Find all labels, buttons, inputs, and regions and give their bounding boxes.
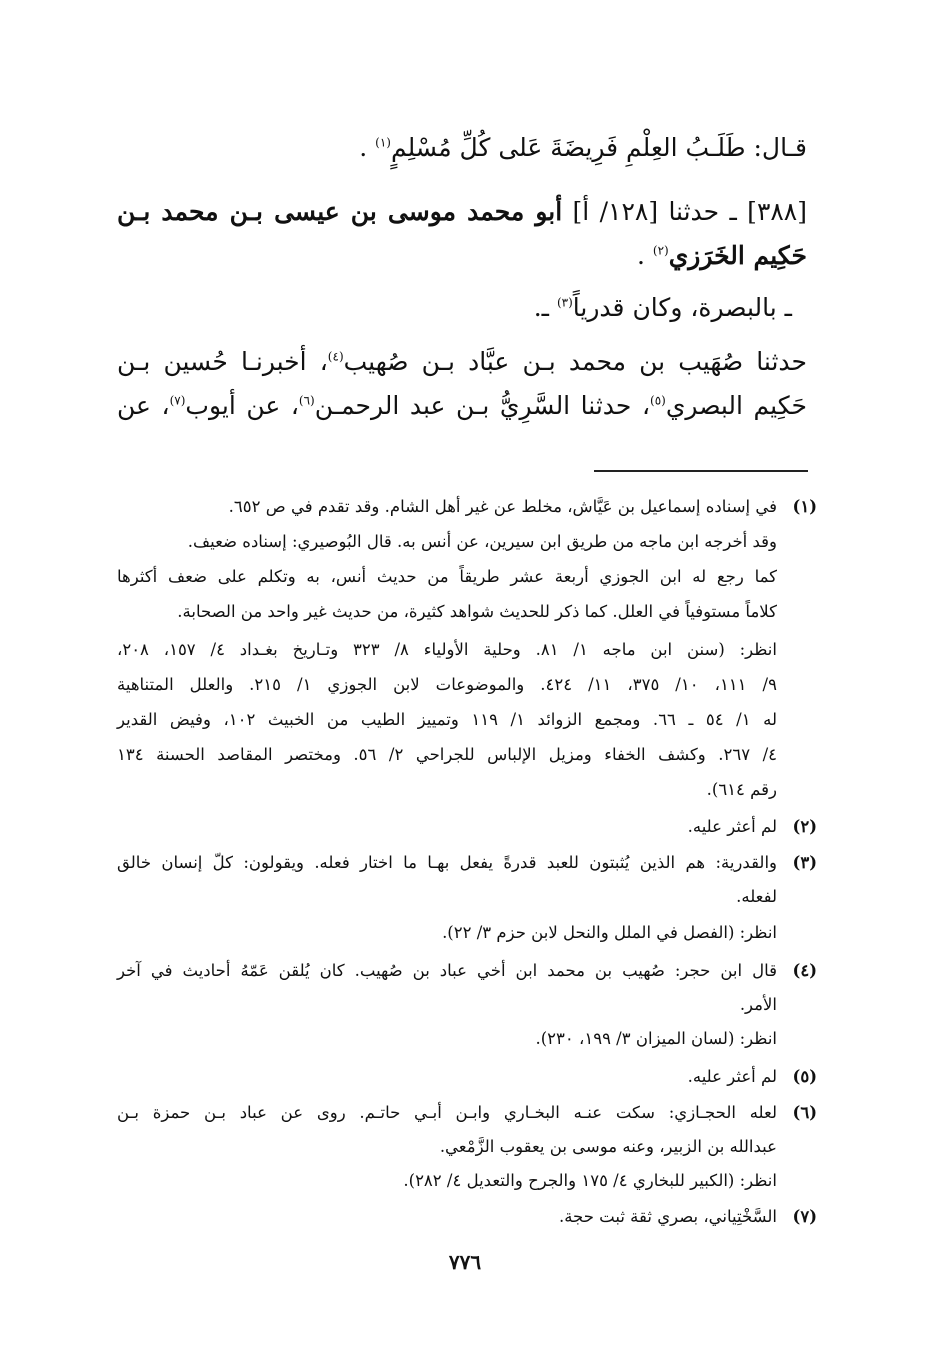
main-text-line-3 <box>117 234 807 278</box>
footnote-text: لم أعثر عليه. <box>687 817 777 836</box>
footnote-text: عبدالله بن الزبير، وعنه موسى بن يعقوب الزَّمْعي. <box>439 1137 777 1156</box>
main-text-line-4 <box>102 286 792 330</box>
footnote-4 <box>117 956 817 985</box>
footnote-number: (١) <box>792 497 817 516</box>
footnote-1-line-8 <box>117 740 777 769</box>
narrator-note: ـ بالبصرة، وكان قدرياً <box>572 293 792 322</box>
footnote-text: انظر: (الكبير للبخاري ٤/ ١٧٥ والجرح والتعديل ٤/ ٢٨٢). <box>403 1171 777 1190</box>
footnote-4-line-3 <box>117 1024 777 1053</box>
footnote-text: انظر: (سنن ابن ماجه ١/ ٨١. وحلية الأولياء ٨/ ٣٢٣ وتـاريخ بغـداد ٤/ ١٥٧، ٢٠٨، <box>117 640 777 659</box>
line-end: . <box>636 241 645 270</box>
main-text-line-5 <box>117 340 807 384</box>
isnad-text: ، حدثنا السَّرِيُّ بـن عبد الرحمـن <box>314 391 651 420</box>
footnote-marker-7[interactable]: (٧) <box>169 393 186 408</box>
footnote-text: الأمر. <box>739 995 777 1014</box>
footnote-text: انظر: (الفصل في الملل والنحل لابن حزم ٣/ ٢٢). <box>442 923 777 942</box>
footnote-text: انظر: (لسان الميزان ٣/ ١٩٩، ٢٣٠). <box>535 1029 777 1048</box>
footnote-3 <box>117 848 817 877</box>
footnote-text: كما رجع له ابن الجوزي أربعة عشر طريقاً من حديث أنس، به وتكلم على ضعف أكثرها <box>117 567 777 586</box>
footnote-3-line-2 <box>117 882 777 911</box>
page-number: ٧٧٦ <box>448 1250 482 1274</box>
footnote-6-line-2 <box>117 1132 777 1161</box>
footnote-marker-4[interactable]: (٤) <box>327 349 344 364</box>
narrator-name-cont: حَكِيم الخَرَزي <box>668 241 807 270</box>
footnote-6-line-3 <box>117 1166 777 1195</box>
main-text-line-1 <box>117 126 807 170</box>
footnote-marker-3[interactable]: (٣) <box>556 295 573 310</box>
footnote-1-line-4 <box>117 597 777 626</box>
footnote-text: السَّخْتِياني، بصري ثقة ثبت حجة. <box>558 1207 777 1226</box>
footnote-1 <box>117 492 817 521</box>
footnote-text: لفعله. <box>736 887 777 906</box>
footnote-text: كلاماً مستوفياً في العلل. كما ذكر للحديث شواهد كثيرة، من حديث غير واحد من الصحابة. <box>177 602 777 621</box>
isnad-text-cont: ، أخبرنـا حُسين بـن <box>117 347 328 376</box>
footnote-text: ٩/ ١١١، ١٠/ ٣٧٥، ١١/ ٤٢٤. والموضوعات لابن الجوزي ١/ ٢١٥. والعلل المتناهية <box>117 675 777 694</box>
isnad-text: حَكِيم البصري <box>665 391 807 420</box>
footnote-5 <box>117 1062 817 1091</box>
footnote-number: (٥) <box>792 1067 817 1086</box>
narrator-name: أبو محمد موسى بن عيسى بـن محمد بـن <box>117 197 563 226</box>
main-text-line-2 <box>117 190 807 234</box>
footnote-marker-2[interactable]: (٢) <box>652 243 669 258</box>
footnote-1-line-3 <box>117 562 777 591</box>
footnote-text: وقد أخرجه ابن ماجه من طريق ابن سيرين، عن أنس به. قال البُوصيري: إسناده ضعيف. <box>187 532 777 551</box>
footnote-text: لعله الحجـازي: سكت عنـه البخـاري وابـن أبـي حاتـم. روى عن عباد بـن حمزة بـن <box>117 1103 777 1122</box>
footnote-text: في إسناده إسماعيل بن عَيَّاش، مخلط عن غير أهل الشام. وقد تقدم في ص ٦٥٢. <box>228 497 777 516</box>
footnote-3-line-3 <box>117 918 777 947</box>
isnad-text: ، عن <box>117 391 170 420</box>
isnad-text: حدثنا صُهَيب بن محمد بـن عبَّاد بـن صُهيب <box>343 347 807 376</box>
footnote-1-line-5 <box>117 635 777 664</box>
footnote-4-line-2 <box>117 990 777 1019</box>
main-text-line-6 <box>117 384 807 428</box>
footnote-2 <box>117 812 817 841</box>
footnote-text: رقم ٦١٤). <box>706 780 777 799</box>
hadith-text: قـال: طَلَـبُ العِلْمِ فَرِيضَةَ عَلى كُلِّ مُسْلِمٍ <box>390 133 807 162</box>
footnote-text: لم أعثر عليه. <box>687 1067 777 1086</box>
footnote-6 <box>117 1098 817 1127</box>
footnote-number: (٣) <box>792 853 817 872</box>
footnote-1-line-9 <box>117 775 777 804</box>
line-end: ـ. <box>533 293 549 322</box>
footnote-marker-1[interactable]: (١) <box>375 135 391 150</box>
footnote-text: قال ابن حجر: صُهيب بن محمد ابن أخي عباد بن صُهيب. كان يُلقن عَمّهُ أحاديث في آخر <box>117 961 777 980</box>
footnote-marker-5[interactable]: (٥) <box>650 393 666 408</box>
footnote-number: (٢) <box>792 817 817 836</box>
line-end: . <box>359 133 368 162</box>
footnote-number: (٤) <box>792 961 817 980</box>
footnote-text: له ١/ ٥٤ ـ ٦٦. ومجمع الزوائد ١/ ١١٩ وتمييز الطيب من الخبيث ١٠٢، وفيض القدير <box>117 710 777 729</box>
footnote-1-line-6 <box>117 670 777 699</box>
footnote-separator <box>594 470 808 472</box>
hadith-number: [٣٨٨] ـ حدثنا [١٢٨/ أ] <box>572 197 807 226</box>
footnote-marker-6[interactable]: (٦) <box>298 393 315 408</box>
footnote-1-line-2 <box>117 527 777 556</box>
isnad-text: ، عن أيوب <box>185 391 299 420</box>
footnote-7 <box>117 1202 817 1231</box>
footnote-number: (٧) <box>792 1207 817 1226</box>
footnote-number: (٦) <box>792 1103 817 1122</box>
footnote-text: ٤/ ٢٦٧. وكشف الخفاء ومزيل الإلباس للجراحي ٢/ ٥٦. ومختصر المقاصد الحسنة ١٣٤ <box>117 745 778 764</box>
footnote-1-line-7 <box>117 705 777 734</box>
footnote-text: والقدرية: هم الذين يُثبتون للعبد قدرةً يفعل بهـا ما اختار فعله. ويقولون: كلّ إنسان خالق <box>117 853 777 872</box>
